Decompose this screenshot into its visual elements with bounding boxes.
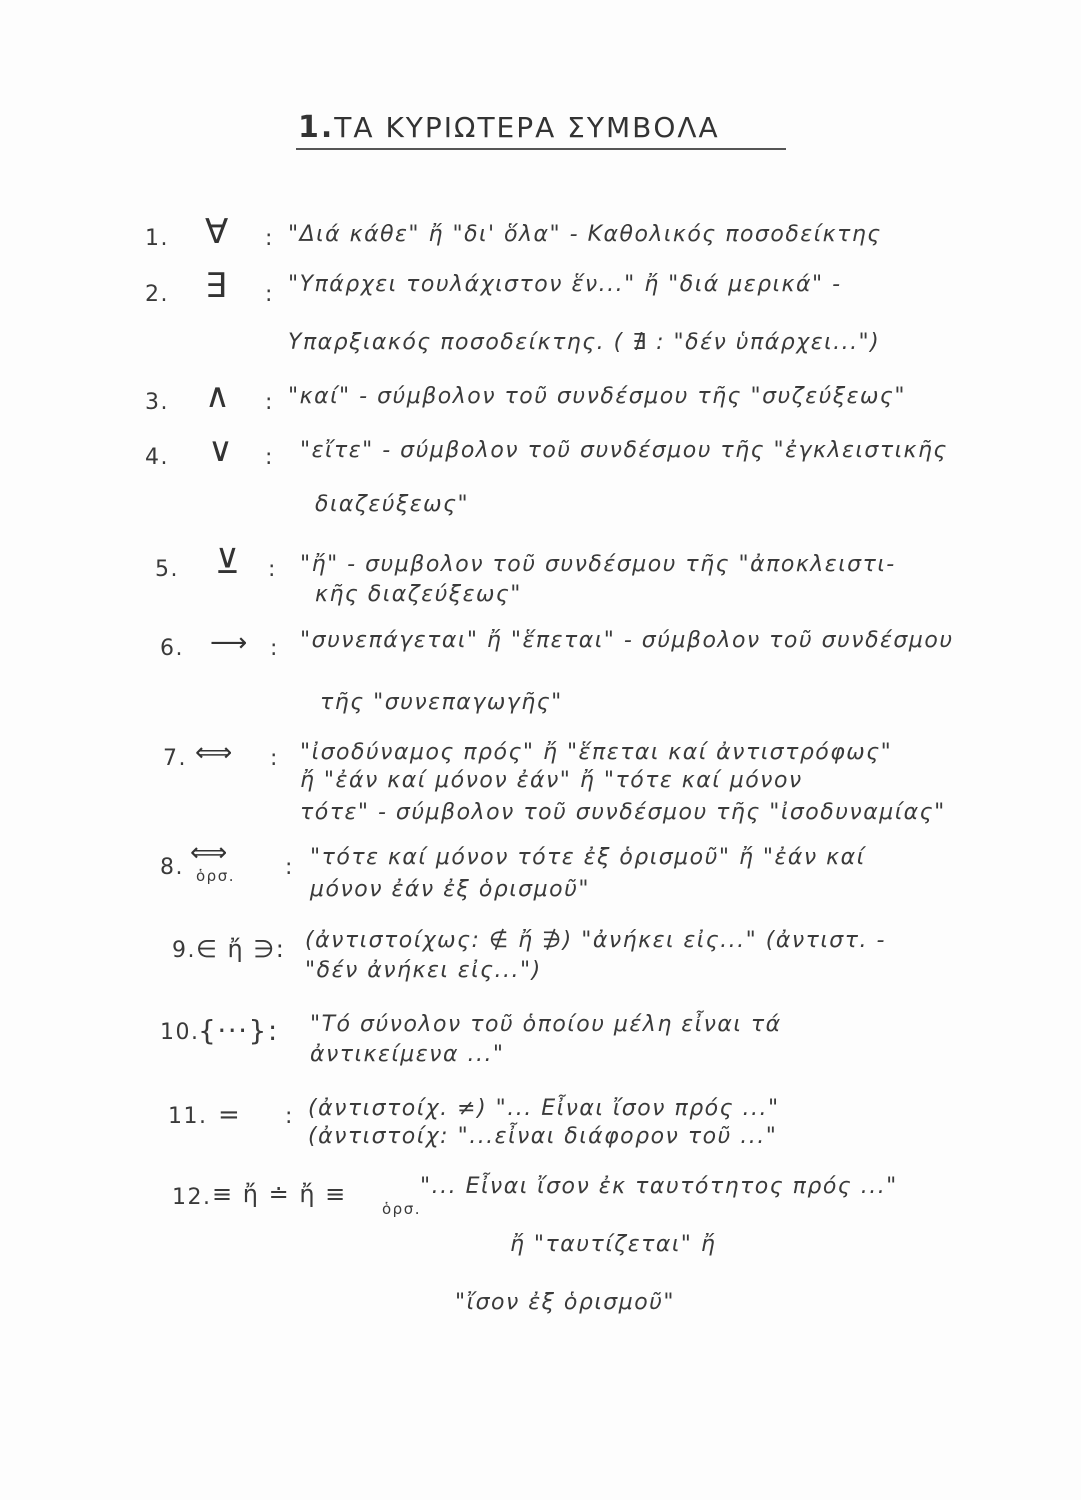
entry-index: 7. xyxy=(163,746,187,771)
entry-text: "... Εἶναι ἴσον ἐκ ταυτότητος πρός ..." xyxy=(420,1174,898,1199)
entry-index: 3. xyxy=(145,390,169,415)
symbol-subscript: ὁρσ. xyxy=(196,867,235,885)
entry-index: 8. xyxy=(160,855,184,880)
set-braces-symbol: {···}: xyxy=(198,1014,279,1047)
title-text: ΤΑ ΚΥΡΙΩΤΕΡΑ ΣΥΜΒΟΛΑ xyxy=(334,111,720,144)
entry-text: "Τό σύνολον τοῦ ὁποίου μέλη εἶναι τά xyxy=(310,1012,782,1037)
entry-text: κῆς διαζεύξεως" xyxy=(315,582,522,607)
definitional-equivalence-icon: ⟺ xyxy=(190,838,228,868)
colon: : xyxy=(270,746,278,771)
entry-text: "καί" - σύμβολον τοῦ συνδέσμου τῆς "συζεύξεως" xyxy=(288,384,906,409)
entry-text: ἀντικείμενα ..." xyxy=(310,1042,505,1067)
colon: : xyxy=(265,390,273,415)
or-symbol: ∨ xyxy=(208,430,233,470)
entry-index: 4. xyxy=(145,445,169,470)
entry-text: (ἀντιστοίχως: ∉ ἤ ∌) "ἀνήκει εἰς..." (ἀντιστ. - xyxy=(305,928,886,953)
colon: : xyxy=(265,226,273,251)
entry-text: "δέν ἀνήκει εἰς...") xyxy=(305,958,542,983)
entry-index: 12. xyxy=(172,1185,212,1210)
equivalence-arrow-icon: ⟺ xyxy=(195,738,233,768)
entry-index: 9. xyxy=(172,938,196,963)
entry-index: 1. xyxy=(145,226,169,251)
entry-text: (ἀντιστοίχ: "...εἶναι διάφορον τοῦ ..." xyxy=(308,1124,778,1149)
entry-text: ἤ "ταυτίζεται" ἤ xyxy=(510,1232,717,1257)
and-symbol: ∧ xyxy=(205,376,230,416)
entry-text: τῆς "συνεπαγωγῆς" xyxy=(320,690,563,715)
entry-index: 5. xyxy=(155,557,179,582)
title-underline xyxy=(296,148,786,150)
colon: : xyxy=(265,445,273,470)
entry-index: 10. xyxy=(160,1020,200,1045)
entry-text: "εἴτε" - σύμβολον τοῦ συνδέσμου τῆς "ἐγκλειστικῆς xyxy=(300,438,948,463)
entry-text: "ἴσον ἐξ ὁρισμοῦ" xyxy=(455,1290,676,1315)
xor-symbol: ⊻ xyxy=(215,542,240,582)
implies-arrow-icon: ⟶ xyxy=(210,628,248,658)
title-number: 1. xyxy=(298,110,335,145)
entry-text: "ἰσοδύναμος πρός" ἤ "ἕπεται καί ἀντιστρόφως" xyxy=(300,740,893,765)
colon: : xyxy=(270,636,278,661)
colon: : xyxy=(265,282,273,307)
identity-symbol: ≡ ἤ ≐ ἤ ≡ xyxy=(212,1180,347,1208)
entry-text: ἤ "ἐάν καί μόνον ἐάν" ἤ "τότε καί μόνον xyxy=(300,768,803,793)
colon: : xyxy=(268,557,276,582)
entry-index: 11. xyxy=(168,1104,208,1129)
entry-text: "ἤ" - συμβολον τοῦ συνδέσμου τῆς "ἀποκλειστι- xyxy=(300,552,896,577)
element-of-symbol: ∈ ἤ ∋: xyxy=(196,935,286,963)
entry-text: (ἀντιστοίχ. ≠) "... Εἶναι ἴσον πρός ..." xyxy=(308,1096,780,1121)
colon: : xyxy=(285,1104,293,1129)
forall-symbol: ∀ xyxy=(205,212,229,252)
entry-text: "Διά κάθε" ἤ "δι' ὅλα" - Καθολικός ποσοδείκτης xyxy=(288,222,882,247)
equals-symbol: = xyxy=(218,1100,242,1130)
exists-symbol: ∃ xyxy=(205,266,227,306)
entry-index: 6. xyxy=(160,636,184,661)
entry-text: "Υπάρχει τουλάχιστον ἕν..." ἤ "διά μερικά" - xyxy=(288,272,842,297)
entry-index: 2. xyxy=(145,282,169,307)
page-title xyxy=(298,110,798,145)
colon: : xyxy=(285,855,293,880)
entry-text: διαζεύξεως" xyxy=(315,492,470,517)
entry-text: μόνον ἐάν ἐξ ὁρισμοῦ" xyxy=(310,877,590,902)
entry-text: "συνεπάγεται" ἤ "ἕπεται" - σύμβολον τοῦ συνδέσμου xyxy=(300,628,954,653)
entry-text: τότε" - σύμβολον τοῦ συνδέσμου τῆς "ἰσοδυναμίας" xyxy=(300,800,946,825)
entry-text: Υπαρξιακός ποσοδείκτης. ( ∄ : "δέν ὑπάρχει...") xyxy=(288,330,881,355)
entry-text: "τότε καί μόνον τότε ἐξ ὁρισμοῦ" ἤ "ἐάν καί xyxy=(310,845,866,870)
symbol-subscript: ὁρσ. xyxy=(382,1200,421,1218)
